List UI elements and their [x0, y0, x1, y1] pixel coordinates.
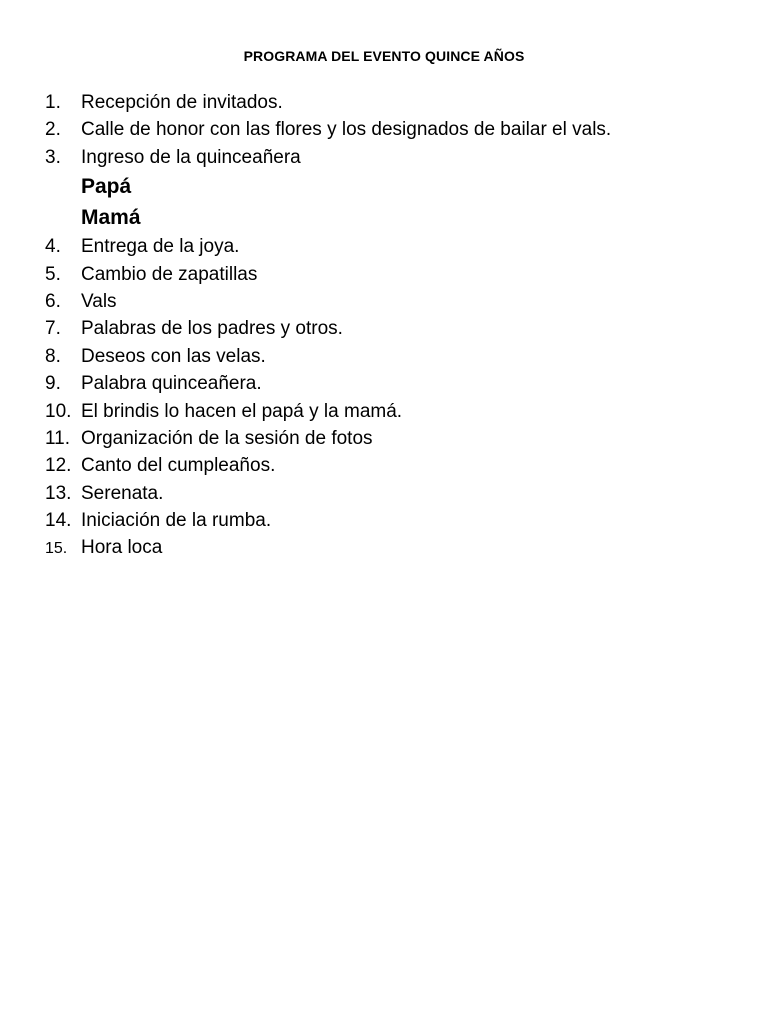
escort-name: Mamá	[81, 206, 141, 230]
item-text: Calle de honor con las flores y los designados de bailar el vals.	[81, 119, 612, 141]
item-number: 5.	[45, 263, 61, 285]
document-title: PROGRAMA DEL EVENTO QUINCE AÑOS	[243, 48, 525, 64]
list-item	[0, 425, 768, 452]
list-item	[0, 370, 768, 397]
list-item	[0, 507, 768, 534]
list-item	[0, 89, 768, 116]
escort-line-mama	[0, 202, 768, 233]
item-number: 1.	[45, 92, 61, 113]
escort-name: Papá	[81, 175, 132, 199]
item-number: 2.	[45, 119, 61, 141]
item-text: Cambio de zapatillas	[81, 263, 258, 285]
item-text: Ingreso de la quinceañera	[81, 146, 301, 168]
item-text: Deseos con las velas.	[81, 345, 266, 367]
item-number: 10.	[45, 400, 72, 422]
agenda-list	[0, 89, 768, 562]
list-item	[0, 288, 768, 315]
item-text: Canto del cumpleaños.	[81, 455, 276, 477]
escort-line-papa	[0, 171, 768, 202]
item-number: 14.	[45, 510, 72, 532]
item-number: 3.	[45, 146, 61, 168]
list-item	[0, 480, 768, 507]
list-item	[0, 315, 768, 342]
list-item	[0, 116, 768, 143]
list-item	[0, 144, 768, 171]
item-text: Palabras de los padres y otros.	[81, 318, 343, 340]
list-item	[0, 343, 768, 370]
item-number: 12.	[45, 455, 72, 477]
list-item	[0, 534, 768, 561]
item-number: 15.	[45, 540, 68, 558]
item-number: 6.	[45, 290, 61, 312]
item-text: El brindis lo hacen el papá y la mamá.	[81, 400, 403, 422]
item-number: 7.	[45, 318, 61, 340]
item-text: Hora loca	[81, 537, 163, 559]
list-item	[0, 398, 768, 425]
item-text: Serenata.	[81, 482, 164, 504]
item-number: 9.	[45, 373, 61, 395]
item-number: 8.	[45, 345, 61, 367]
item-text: Vals	[81, 290, 117, 312]
list-item	[0, 452, 768, 479]
item-text: Palabra quinceañera.	[81, 373, 262, 395]
item-text: Entrega de la joya.	[81, 236, 240, 258]
item-number: 4.	[45, 236, 61, 258]
item-text: Iniciación de la rumba.	[81, 510, 272, 532]
item-number: 13.	[45, 482, 72, 504]
item-number: 11.	[45, 427, 71, 449]
list-item	[0, 261, 768, 288]
item-text: Organización de la sesión de fotos	[81, 427, 373, 449]
list-item	[0, 233, 768, 260]
item-text: Recepción de invitados.	[81, 92, 283, 113]
